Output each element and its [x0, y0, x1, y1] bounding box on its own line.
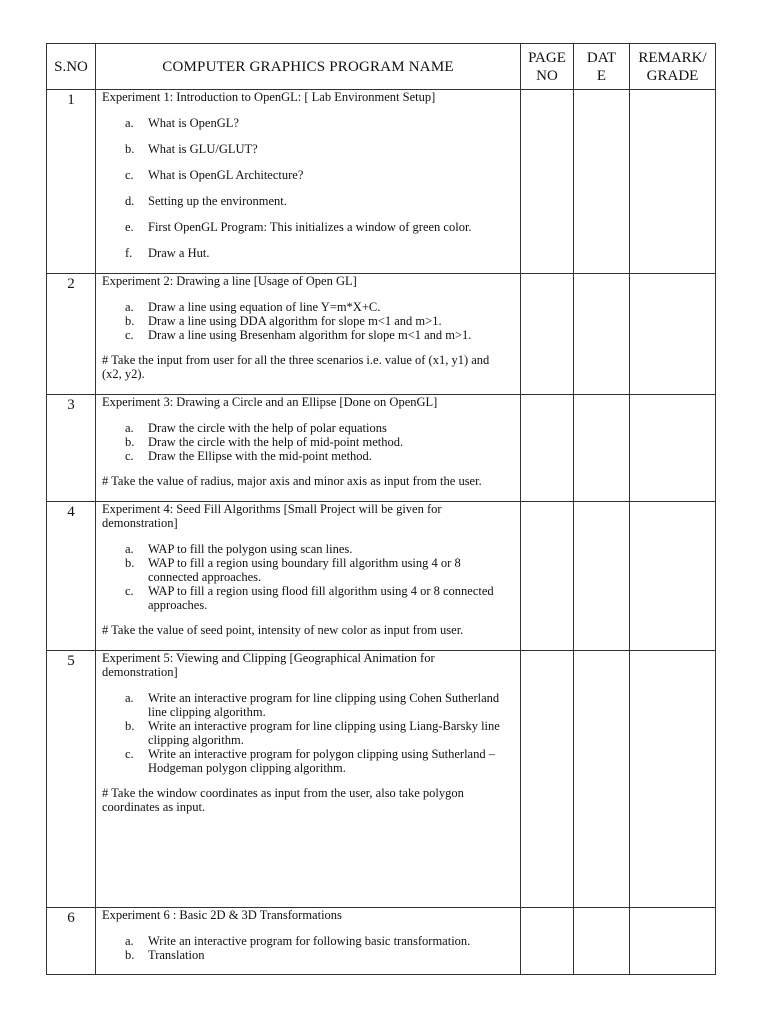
- list-item-text: First OpenGL Program: This initializes a window of green color.: [148, 220, 472, 234]
- list-item-text: What is OpenGL Architecture?: [148, 168, 304, 182]
- list-item: [102, 194, 512, 208]
- row-date-cell: [574, 908, 630, 975]
- row-program-description: [96, 90, 521, 274]
- list-item-text: Translation: [148, 948, 205, 962]
- header-row: [47, 44, 716, 90]
- list-item-text: WAP to fill a region using flood fill algorithm using 4 or 8 connected approaches.: [148, 584, 494, 612]
- list-item-text: What is GLU/GLUT?: [148, 142, 258, 156]
- experiment-title: Experiment 6 : Basic 2D & 3D Transformations: [102, 908, 342, 922]
- row-remark-grade-cell: [630, 395, 716, 502]
- row-remark-grade-cell: [630, 274, 716, 395]
- experiment-task-list: [102, 116, 512, 260]
- header-page-line1: PAGE: [528, 49, 566, 66]
- experiment-task-list: [102, 300, 512, 342]
- list-item-text: Setting up the environment.: [148, 194, 287, 208]
- header-date-line1: DAT: [586, 49, 617, 66]
- row-program-description: [96, 274, 521, 395]
- list-item: [102, 220, 512, 234]
- row-date-cell: [574, 502, 630, 651]
- row-remark-grade-cell: [630, 502, 716, 651]
- list-item-label: b.: [125, 556, 135, 570]
- list-item-text: Write an interactive program for polygon clipping using Sutherland – Hodgeman polygon clipping algorithm.: [148, 747, 495, 775]
- list-item-label: a.: [125, 300, 134, 314]
- list-item: [102, 691, 512, 719]
- list-item-label: a.: [125, 421, 134, 435]
- row-program-description: [96, 395, 521, 502]
- table-row: [47, 502, 716, 651]
- table-row: [47, 651, 716, 908]
- list-item-label: c.: [125, 449, 134, 463]
- list-item-label: b.: [125, 435, 135, 449]
- list-item-label: a.: [125, 542, 134, 556]
- list-item-label: a.: [125, 934, 134, 948]
- header-remark-grade: [630, 44, 716, 90]
- header-date-line2: E: [596, 67, 607, 84]
- list-item-text: Write an interactive program for line clipping using Liang-Barsky line clipping algorithm.: [148, 719, 500, 747]
- row-date-cell: [574, 395, 630, 502]
- list-item-label: f.: [125, 246, 133, 260]
- row-page-no-cell: [521, 908, 574, 975]
- row-program-description: [96, 502, 521, 651]
- row-page-no-cell: [521, 651, 574, 908]
- row-page-no-cell: [521, 502, 574, 651]
- program-index-table: [46, 43, 716, 975]
- experiment-title: Experiment 1: Introduction to OpenGL: [ Lab Environment Setup]: [102, 90, 436, 104]
- row-page-no-cell: [521, 90, 574, 274]
- list-item-text: Draw a line using DDA algorithm for slope m<1 and m>1.: [148, 314, 442, 328]
- list-item-text: Draw a line using Bresenham algorithm for slope m<1 and m>1.: [148, 328, 472, 342]
- row-sno: 3: [47, 395, 96, 502]
- experiment-note: # Take the input from user for all the three scenarios i.e. value of (x1, y1) and (x2, y2).: [102, 353, 490, 381]
- list-item: [102, 314, 512, 328]
- header-page-no: [521, 44, 574, 90]
- list-item-text: Draw the circle with the help of mid-point method.: [148, 435, 404, 449]
- list-item-label: b.: [125, 142, 135, 156]
- row-date-cell: [574, 90, 630, 274]
- list-item-label: d.: [125, 194, 135, 208]
- row-date-cell: [574, 274, 630, 395]
- list-item-text: Draw the circle with the help of polar equations: [148, 421, 387, 435]
- list-item: [102, 934, 512, 948]
- header-program-name: COMPUTER GRAPHICS PROGRAM NAME: [96, 44, 521, 90]
- header-date: [574, 44, 630, 90]
- row-page-no-cell: [521, 395, 574, 502]
- row-sno: 6: [47, 908, 96, 975]
- header-remark-line2: GRADE: [646, 67, 699, 84]
- list-item: [102, 328, 512, 342]
- list-item-text: WAP to fill a region using boundary fill algorithm using 4 or 8 connected approaches.: [148, 556, 461, 584]
- experiment-task-list: [102, 934, 512, 962]
- list-item-text: WAP to fill the polygon using scan lines.: [148, 542, 353, 556]
- table-row: [47, 90, 716, 274]
- list-item-label: c.: [125, 747, 134, 761]
- header-page-line2: NO: [536, 67, 558, 84]
- table-row: [47, 908, 716, 975]
- list-item: [102, 421, 512, 435]
- row-program-description: [96, 908, 521, 975]
- experiment-note: # Take the value of radius, major axis and minor axis as input from the user.: [102, 474, 482, 488]
- list-item-label: e.: [125, 220, 134, 234]
- row-remark-grade-cell: [630, 90, 716, 274]
- list-item: [102, 584, 512, 612]
- header-remark-line1: REMARK/: [638, 49, 707, 66]
- row-sno: 1: [47, 90, 96, 274]
- experiment-task-list: [102, 421, 512, 463]
- list-item-text: What is OpenGL?: [148, 116, 239, 130]
- row-remark-grade-cell: [630, 908, 716, 975]
- list-item: [102, 948, 512, 962]
- list-item-label: b.: [125, 314, 135, 328]
- list-item-label: c.: [125, 168, 134, 182]
- table-row: [47, 395, 716, 502]
- list-item: [102, 142, 512, 156]
- list-item-label: b.: [125, 948, 135, 962]
- list-item: [102, 747, 512, 775]
- experiment-note: # Take the window coordinates as input from the user, also take polygon coordinates as input.: [102, 786, 464, 814]
- list-item-label: a.: [125, 116, 134, 130]
- row-sno: 2: [47, 274, 96, 395]
- list-item-label: c.: [125, 584, 134, 598]
- row-sno: 5: [47, 651, 96, 908]
- list-item: [102, 556, 512, 584]
- experiment-title: Experiment 5: Viewing and Clipping [Geographical Animation for demonstration]: [102, 651, 435, 679]
- row-remark-grade-cell: [630, 651, 716, 908]
- header-sno: S.NO: [47, 44, 96, 90]
- experiment-note: # Take the value of seed point, intensity of new color as input from user.: [102, 623, 464, 637]
- experiment-task-list: [102, 542, 512, 612]
- list-item: [102, 168, 512, 182]
- experiment-task-list: [102, 691, 512, 775]
- list-item-text: Draw the Ellipse with the mid-point method.: [148, 449, 372, 463]
- experiment-title: Experiment 2: Drawing a line [Usage of Open GL]: [102, 274, 357, 288]
- list-item: [102, 449, 512, 463]
- row-program-description: [96, 651, 521, 908]
- list-item: [102, 435, 512, 449]
- table-row: [47, 274, 716, 395]
- experiment-title: Experiment 3: Drawing a Circle and an Ellipse [Done on OpenGL]: [102, 395, 438, 409]
- row-page-no-cell: [521, 274, 574, 395]
- list-item-label: c.: [125, 328, 134, 342]
- list-item-label: b.: [125, 719, 135, 733]
- list-item: [102, 246, 512, 260]
- list-item-text: Draw a line using equation of line Y=m*X+C.: [148, 300, 381, 314]
- list-item: [102, 116, 512, 130]
- list-item-label: a.: [125, 691, 134, 705]
- list-item: [102, 719, 512, 747]
- list-item-text: Write an interactive program for line clipping using Cohen Sutherland line clipping algorithm.: [148, 691, 500, 719]
- row-date-cell: [574, 651, 630, 908]
- list-item-text: Draw a Hut.: [148, 246, 210, 260]
- row-sno: 4: [47, 502, 96, 651]
- list-item: [102, 300, 512, 314]
- list-item-text: Write an interactive program for following basic transformation.: [148, 934, 471, 948]
- list-item: [102, 542, 512, 556]
- experiment-title: Experiment 4: Seed Fill Algorithms [Small Project will be given for demonstration]: [102, 502, 442, 530]
